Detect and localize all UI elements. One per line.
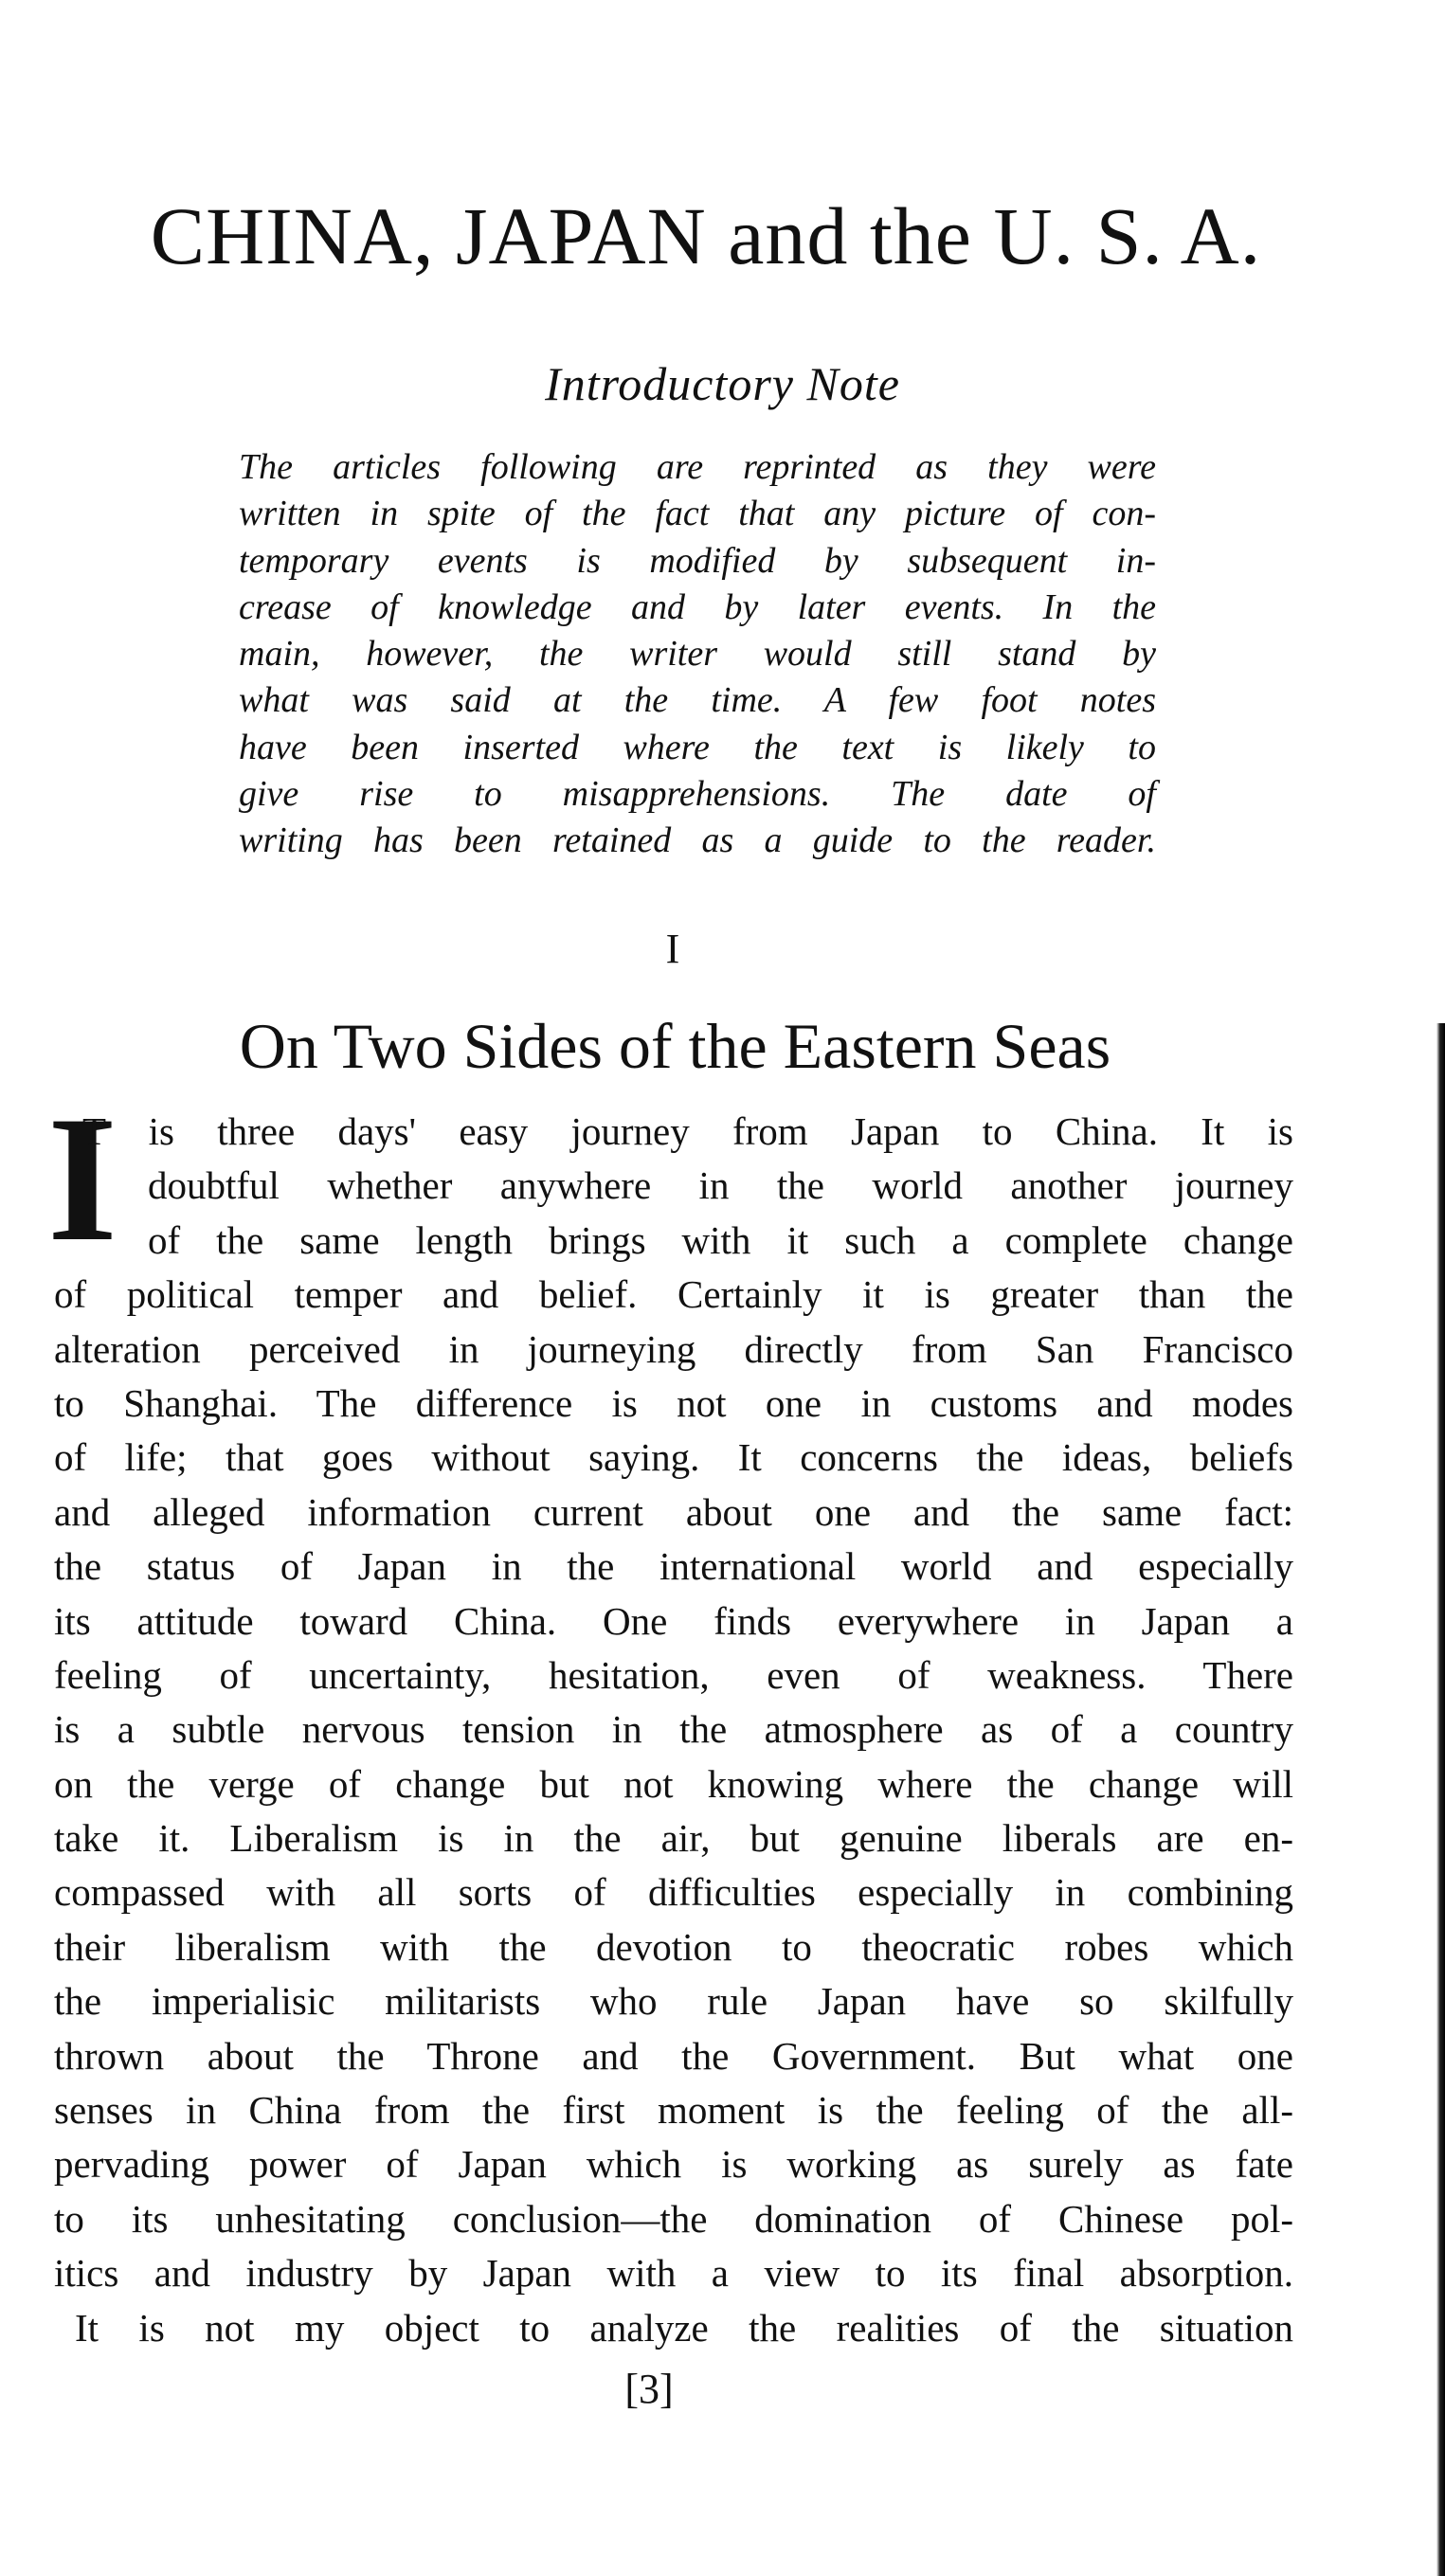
chapter-title: On Two Sides of the Eastern Seas xyxy=(239,1010,1111,1082)
text-line: feeling of uncertainty, hesitation, even of weakness. There xyxy=(54,1652,1293,1697)
text-line: and alleged information current about one and the same fact: xyxy=(54,1489,1293,1534)
text-line: have been inserted where the text is likely to xyxy=(239,727,1156,767)
intro-heading: Introductory Note xyxy=(545,357,900,410)
text-line: written in spite of the fact that any picture of con- xyxy=(239,494,1156,534)
text-line: pervading power of Japan which is working as surely as fate xyxy=(54,2142,1293,2187)
text-line: writing has been retained as a guide to the reader. xyxy=(239,820,1156,861)
text-line: itics and industry by Japan with a view to its final absorption. xyxy=(54,2251,1293,2296)
text-line: thrown about the Throne and the Government. But what one xyxy=(54,2033,1293,2078)
text-line: of the same length brings with it such a complete change xyxy=(148,1217,1293,1262)
text-line: T is three days' easy journey from Japan to China. It is xyxy=(82,1109,1293,1153)
text-line: The articles following are reprinted as they were xyxy=(239,447,1156,487)
text-line: compassed with all sorts of difficulties especially in combining xyxy=(54,1870,1293,1915)
text-line: to its unhesitating conclusion—the domination of Chinese pol- xyxy=(54,2196,1293,2241)
text-line: what was said at the time. A few foot notes xyxy=(239,680,1156,721)
text-line: It is not my object to analyze the realities of the situation xyxy=(75,2305,1293,2350)
text-line: temporary events is modified by subsequent in- xyxy=(239,540,1156,581)
text-line: their liberalism with the devotion to theocratic robes which xyxy=(54,1924,1293,1969)
text-line: doubtful whether anywhere in the world another journey xyxy=(148,1163,1293,1208)
page-edge-shadow xyxy=(1436,1023,1445,2576)
text-line: senses in China from the first moment is the feeling of the all- xyxy=(54,2088,1293,2133)
text-line: the imperialisic militarists who rule Japan have so skilfully xyxy=(54,1979,1293,2024)
text-line: give rise to misapprehensions. The date of xyxy=(239,774,1156,815)
drop-cap: I xyxy=(47,1080,117,1279)
text-line: on the verge of change but not knowing where the change will xyxy=(54,1761,1293,1806)
chapter-numeral: I xyxy=(665,926,680,972)
text-line: crease of knowledge and by later events. In the xyxy=(239,586,1156,627)
text-line: of political temper and belief. Certainly it is greater than the xyxy=(54,1272,1293,1317)
page-number: [3] xyxy=(624,2366,674,2412)
text-line: is a subtle nervous tension in the atmosphere as of a country xyxy=(54,1707,1293,1752)
text-line: its attitude toward China. One finds everywhere in Japan a xyxy=(54,1598,1293,1643)
text-line: to Shanghai. The difference is not one in customs and modes xyxy=(54,1380,1293,1425)
text-line: main, however, the writer would still stand by xyxy=(239,634,1156,675)
intro-paragraph xyxy=(239,444,1156,865)
body-paragraph xyxy=(54,1105,1293,2355)
text-line: the status of Japan in the international world and especially xyxy=(54,1544,1293,1589)
text-line: of life; that goes without saying. It concerns the ideas, beliefs xyxy=(54,1435,1293,1480)
book-title: CHINA, JAPAN and the U. S. A. xyxy=(150,190,1262,281)
text-line: alteration perceived in journeying directly from San Francisco xyxy=(54,1326,1293,1371)
text-line: take it. Liberalism is in the air, but genuine liberals are en- xyxy=(54,1816,1293,1861)
